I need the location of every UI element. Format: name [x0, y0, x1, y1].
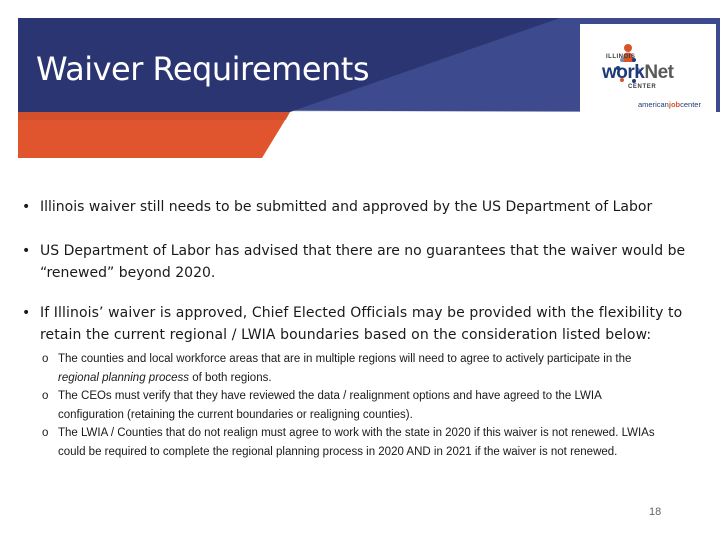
sub-bullet-circle-icon: o	[42, 353, 49, 365]
sub-bullet-text-2: The CEOs must verify that they have reviewed the data / realignment options and have agreed to the LWIA configuration (retaining the current boundaries or realigning counties).	[58, 390, 602, 421]
ajc-job: job	[668, 100, 681, 109]
slide-title: Waiver Requirements	[36, 50, 370, 88]
bullet-dot-icon: •	[22, 305, 31, 321]
logo-worknet-text	[602, 62, 673, 84]
sub-bullet-item	[42, 350, 662, 387]
logo-illinois-text: ILLINOIS	[606, 54, 636, 60]
sub-bullet-circle-icon: o	[42, 390, 49, 402]
sub-bullet-circle-icon: o	[42, 427, 49, 439]
sub-bullet-item	[42, 387, 662, 424]
sub-bullet-text-1a: The counties and local workforce areas that are in multiple regions will need to agree to actively participate in the	[58, 353, 632, 365]
bullet-item	[20, 302, 704, 346]
bullet-list	[20, 196, 704, 461]
illinois-worknet-logo	[598, 40, 710, 120]
bullet-text: If Illinois’ waiver is approved, Chief Elected Officials may be provided with the flexibility to retain the current regional / LWIA boundaries based on the consideration listed below:	[40, 305, 683, 343]
sub-bullet-text-1-italic: regional planning process	[58, 371, 190, 384]
sub-bullet-text-3: The LWIA / Counties that do not realign must agree to work with the state in 2020 if this waiver is not renewed. LWIAs could be required to complete the regional planning process in 2020 AND in 2021 if the waiver is not renewed.	[58, 427, 655, 458]
bullet-dot-icon: •	[22, 243, 31, 259]
banner-orange-shadow	[18, 112, 290, 120]
american-job-center-text	[638, 100, 701, 109]
ajc-american: american	[638, 100, 669, 109]
title-banner	[0, 0, 720, 160]
ajc-center: center	[680, 100, 701, 109]
sub-bullet-text-1b: of both regions.	[189, 371, 272, 384]
logo-work: work	[602, 62, 645, 83]
bullet-item	[20, 240, 704, 284]
bullet-text: Illinois waiver still needs to be submitted and approved by the US Department of Labor	[40, 199, 653, 215]
bullet-dot-icon: •	[22, 199, 31, 215]
sub-bullet-item	[42, 424, 662, 461]
logo-net: Net	[644, 62, 674, 83]
bullet-item	[20, 196, 704, 218]
logo-center-text: CENTER	[628, 84, 657, 90]
bullet-text: US Department of Labor has advised that there are no guarantees that the waiver would be “renewed” beyond 2020.	[40, 243, 686, 281]
page-number: 18	[649, 506, 662, 518]
sub-bullet-list	[42, 350, 662, 461]
